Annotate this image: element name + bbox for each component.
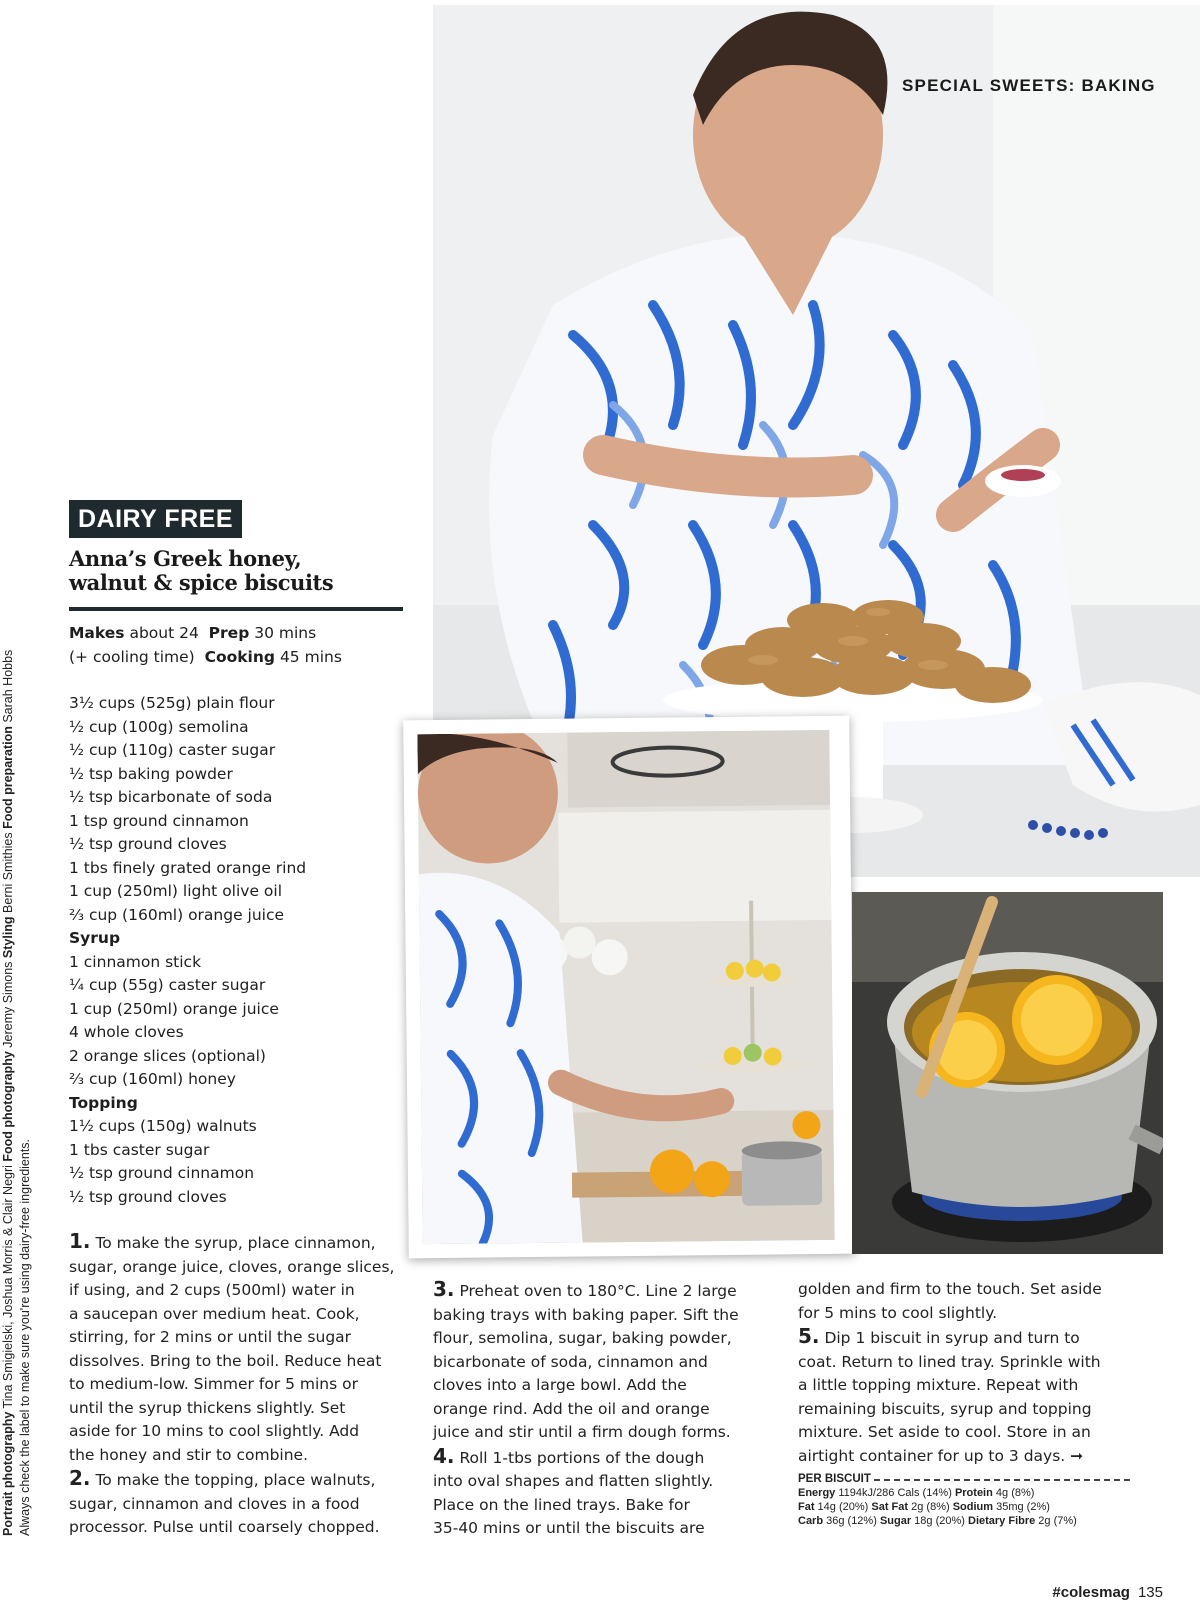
method-text: 35-40 mins or until the biscuits are xyxy=(433,1519,705,1537)
method-text: sugar, cinnamon and cloves in a food xyxy=(69,1494,360,1513)
method-text: until the syrup thickens slightly. Set xyxy=(69,1398,346,1417)
method-text: mixture. Set aside to cool. Store in an xyxy=(798,1423,1091,1441)
nutrient-value: 18g (20%) xyxy=(911,1515,968,1527)
ingredient-item: 1 cup (250ml) light olive oil xyxy=(69,882,283,900)
method-line xyxy=(433,1304,773,1328)
method-line xyxy=(433,1517,773,1541)
nutrition-header-label: PER BISCUIT xyxy=(798,1473,871,1485)
method-line xyxy=(69,1373,409,1397)
method-text: processor. Pulse until coarsely chopped. xyxy=(69,1518,380,1536)
step-number: 5. xyxy=(798,1324,820,1348)
nutrient-label: Dietary Fibre xyxy=(968,1515,1036,1527)
method-step-start xyxy=(798,1325,1138,1351)
method-line xyxy=(69,1420,409,1444)
recipe-title-line-1: Anna’s Greek honey, xyxy=(69,546,302,571)
step-number: 4. xyxy=(433,1443,455,1468)
ingredient-item: 4 whole cloves xyxy=(69,1023,184,1041)
nutrient-label: Protein xyxy=(954,1487,993,1499)
method-text: To make the topping, place walnuts, xyxy=(90,1471,376,1489)
ingredient-item: 1 tbs caster sugar xyxy=(69,1140,210,1159)
dairy-free-badge: DAIRY FREE xyxy=(69,500,242,538)
method-line xyxy=(69,1493,409,1517)
nutrient-label: Fat xyxy=(798,1501,815,1513)
credit-text-styling: Berni Smithies xyxy=(1,828,15,917)
credits-line-1 xyxy=(0,536,17,1536)
method-line xyxy=(69,1397,409,1421)
method-text: To make the syrup, place cinnamon, xyxy=(90,1234,376,1252)
title-rule xyxy=(69,607,403,611)
nutrition-row xyxy=(798,1514,1130,1528)
method-text: Place on the lined trays. Bake for xyxy=(433,1495,690,1514)
nutrition-header xyxy=(798,1472,1130,1486)
method-line xyxy=(69,1279,409,1303)
method-line xyxy=(798,1421,1138,1445)
ingredients-list xyxy=(69,692,306,1209)
method-line xyxy=(433,1398,773,1422)
method-text: dissolves. Bring to the boil. Reduce heat xyxy=(69,1351,382,1370)
method-text: Roll 1-tbs portions of the dough xyxy=(454,1448,705,1467)
method-text: flour, semolina, sugar, baking powder, xyxy=(433,1329,732,1347)
method-line xyxy=(433,1494,773,1518)
cooking-value: 45 mins xyxy=(275,647,342,666)
method-line xyxy=(798,1302,1138,1326)
ingredient-item: ½ tsp ground cinnamon xyxy=(69,1164,255,1182)
method-text: to medium-low. Simmer for 5 mins or xyxy=(69,1375,358,1393)
syrup-pot-photo xyxy=(852,892,1163,1254)
method-text: juice and stir until a firm dough forms. xyxy=(433,1423,731,1441)
method-line xyxy=(69,1444,409,1468)
method-step-start xyxy=(433,1278,773,1304)
method-line xyxy=(798,1278,1138,1302)
method-column-1 xyxy=(69,1230,409,1540)
method-text: Dip 1 biscuit in syrup and turn to xyxy=(819,1329,1080,1347)
ingredient-item: 2 orange slices (optional) xyxy=(69,1046,266,1065)
method-column-2 xyxy=(433,1278,773,1541)
method-line xyxy=(69,1256,409,1280)
method-line xyxy=(69,1516,409,1540)
page-footer xyxy=(1052,1584,1163,1601)
meta-line-1 xyxy=(69,622,342,646)
dashed-rule xyxy=(874,1479,1130,1481)
credit-label-food-prep: Food preparation xyxy=(1,726,15,829)
method-text: remaining biscuits, syrup and topping xyxy=(798,1399,1092,1418)
nutrient-label: Energy xyxy=(798,1487,836,1499)
ingredient-item: ½ tsp bicarbonate of soda xyxy=(69,788,273,806)
ingredient-item: ½ tsp ground cloves xyxy=(69,1187,227,1206)
ingredient-subheading: Topping xyxy=(69,1093,138,1112)
cooking-label: Cooking xyxy=(204,647,276,666)
ingredient-item: 1 cinnamon stick xyxy=(69,952,202,971)
cooling-note: (+ cooling time) xyxy=(69,647,205,666)
credit-label-styling: Styling xyxy=(1,916,15,959)
ingredient-item: 1½ cups (150g) walnuts xyxy=(69,1117,257,1135)
nutrient-value: 1194kJ/286 Cals (14%) xyxy=(835,1487,955,1499)
method-step-start xyxy=(69,1230,409,1256)
nutrient-value: 36g (12%) xyxy=(823,1515,880,1527)
ingredient-item: ½ cup (100g) semolina xyxy=(69,717,249,736)
method-text: airtight container for up to 3 days. ➞ xyxy=(798,1446,1084,1465)
method-line xyxy=(798,1351,1138,1375)
nutrient-label: Sodium xyxy=(952,1501,994,1513)
method-text: a saucepan over medium heat. Cook, xyxy=(69,1304,360,1323)
step-number: 2. xyxy=(69,1466,91,1490)
step-number: 1. xyxy=(69,1229,91,1253)
method-line xyxy=(433,1351,773,1375)
nutrition-row xyxy=(798,1500,1130,1514)
method-text: cloves into a large bowl. Add the xyxy=(433,1376,687,1394)
ingredient-item: 3½ cups (525g) plain flour xyxy=(69,694,275,712)
ingredient-item: ½ tsp ground cloves xyxy=(69,835,227,853)
method-text: aside for 10 mins to cool slightly. Add xyxy=(69,1422,360,1440)
ingredient-item: 1 tsp ground cinnamon xyxy=(69,811,249,830)
method-line xyxy=(69,1350,409,1374)
method-line xyxy=(798,1374,1138,1398)
credit-text-food-prep: Sarah Hobbs xyxy=(1,649,15,727)
method-step-start xyxy=(69,1467,409,1493)
ingredient-item: 1 cup (250ml) orange juice xyxy=(69,999,279,1018)
nutrient-label: Carb xyxy=(798,1515,824,1527)
method-text: for 5 mins to cool slightly. xyxy=(798,1303,998,1322)
nutrient-value: 2g (7%) xyxy=(1035,1515,1077,1527)
kitchen-photo-frame xyxy=(403,716,855,1259)
photo-credits xyxy=(0,536,34,1536)
makes-value: about 24 xyxy=(124,624,209,642)
method-line xyxy=(69,1326,409,1350)
method-line xyxy=(69,1303,409,1327)
method-line xyxy=(433,1470,773,1494)
pot-illustration xyxy=(852,892,1163,1254)
recipe-meta xyxy=(69,622,342,669)
method-text: a little topping mixture. Repeat with xyxy=(798,1376,1079,1394)
method-line xyxy=(433,1327,773,1351)
nutrient-value: 14g (20%) xyxy=(814,1501,872,1513)
prep-value: 30 mins xyxy=(249,624,317,642)
credit-label-food-photo: Food photography xyxy=(1,1051,15,1162)
prep-label: Prep xyxy=(208,624,250,642)
recipe-title xyxy=(69,547,409,595)
credit-label-portrait: Portrait photography xyxy=(1,1411,15,1536)
method-line xyxy=(798,1445,1138,1469)
method-text: orange rind. Add the oil and orange xyxy=(433,1399,710,1418)
kitchen-illustration xyxy=(417,730,834,1244)
meta-line-2 xyxy=(69,646,342,670)
nutrient-value: 35mg (2%) xyxy=(993,1501,1050,1513)
method-text: Preheat oven to 180°C. Line 2 large xyxy=(454,1282,737,1300)
method-text: baking trays with baking paper. Sift the xyxy=(433,1305,739,1324)
method-text: coat. Return to lined tray. Sprinkle with xyxy=(798,1352,1101,1371)
method-text: the honey and stir to combine. xyxy=(69,1445,309,1464)
method-text: if using, and 2 cups (500ml) water in xyxy=(69,1281,355,1299)
method-text: into oval shapes and flatten slightly. xyxy=(433,1472,714,1490)
ingredient-item: ½ cup (110g) caster sugar xyxy=(69,741,276,759)
hashtag: #colesmag xyxy=(1052,1584,1130,1601)
nutrition-row xyxy=(798,1486,1130,1500)
method-column-3 xyxy=(798,1278,1138,1468)
kitchen-photo xyxy=(417,730,834,1244)
credit-text-food-photo: Jeremy Simons xyxy=(1,958,15,1052)
section-tag: SPECIAL SWEETS: BAKING xyxy=(902,76,1156,95)
method-line xyxy=(433,1421,773,1445)
credit-text-portrait: Tina Smigielski, Joshua Morris & Clair Negri xyxy=(1,1161,15,1412)
nutrient-value: 4g (8%) xyxy=(992,1487,1035,1499)
page-number: 135 xyxy=(1137,1584,1163,1601)
nutrition-panel xyxy=(798,1472,1130,1528)
step-number: 3. xyxy=(433,1277,455,1301)
ingredient-item: ⅔ cup (160ml) orange juice xyxy=(69,905,285,924)
method-text: sugar, orange juice, cloves, orange slices, xyxy=(69,1257,395,1276)
ingredient-item: ¼ cup (55g) caster sugar xyxy=(69,976,266,994)
makes-label: Makes xyxy=(69,624,125,642)
method-line xyxy=(433,1374,773,1398)
method-step-start xyxy=(433,1445,773,1471)
method-text: golden and firm to the touch. Set aside xyxy=(798,1280,1102,1298)
ingredient-item: ⅔ cup (160ml) honey xyxy=(69,1070,236,1088)
ingredient-item: 1 tbs finely grated orange rind xyxy=(69,858,307,877)
nutrition-rows xyxy=(798,1486,1130,1528)
method-text: bicarbonate of soda, cinnamon and xyxy=(433,1352,708,1371)
method-line xyxy=(798,1398,1138,1422)
nutrient-value: 2g (8%) xyxy=(908,1501,953,1513)
credits-line-2: Always check the label to make sure you're using dairy-free ingredients. xyxy=(18,1138,32,1536)
recipe-title-line-2: walnut & spice biscuits xyxy=(69,570,334,595)
nutrient-label: Sugar xyxy=(879,1515,912,1527)
ingredient-subheading: Syrup xyxy=(69,929,121,947)
nutrient-label: Sat Fat xyxy=(871,1501,909,1513)
method-text: stirring, for 2 mins or until the sugar xyxy=(69,1328,352,1346)
ingredient-item: ½ tsp baking powder xyxy=(69,764,233,783)
